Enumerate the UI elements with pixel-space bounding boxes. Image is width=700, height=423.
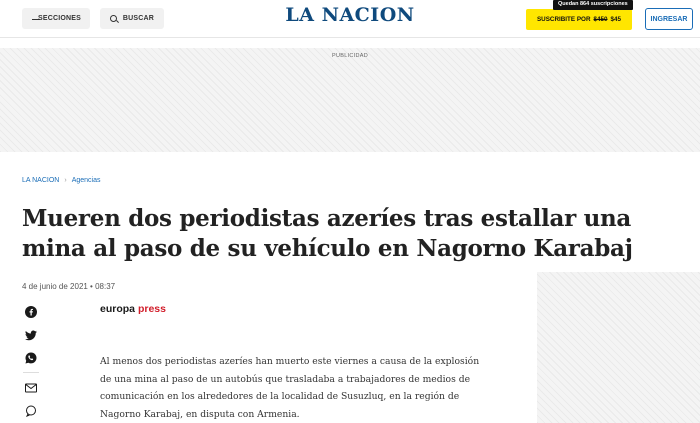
source-name-part1: europa (100, 303, 138, 315)
old-price: $450 (593, 16, 608, 23)
share-whatsapp-button[interactable] (22, 349, 40, 367)
facebook-icon (25, 306, 37, 318)
share-facebook-button[interactable] (22, 303, 40, 321)
secciones-label: SECCIONES (38, 15, 82, 22)
breadcrumb-separator: › (64, 177, 67, 184)
login-button[interactable]: INGRESAR (645, 8, 693, 30)
secciones-button[interactable] (22, 8, 90, 29)
ad-banner[interactable] (0, 48, 700, 152)
buscar-label: BUSCAR (122, 15, 154, 22)
site-logo[interactable]: LA NACION (285, 4, 415, 26)
site-header (0, 0, 700, 38)
article-date: 4 de junio de 2021 • 08:37 (22, 282, 116, 291)
buscar-button[interactable] (100, 8, 164, 29)
comment-icon (25, 405, 37, 417)
share-bar (22, 303, 40, 423)
sidebar-ad[interactable] (537, 272, 700, 423)
ad-label: PUBLICIDAD (331, 53, 368, 59)
email-icon (25, 383, 37, 393)
share-divider (23, 372, 39, 373)
breadcrumb-home[interactable]: LA NACION (22, 177, 60, 184)
subscribe-label: SUSCRIBITE POR (536, 16, 591, 23)
remaining-subscriptions-badge: Quedan 864 suscripciones (553, 0, 633, 10)
source-name-part2: press (137, 303, 166, 315)
share-email-button[interactable] (22, 379, 40, 397)
article-headline: Mueren dos periodistas azeríes tras estallar una mina al paso de su vehículo en Nagorno Karabaj (22, 205, 633, 262)
article-source (100, 303, 166, 315)
breadcrumb-section[interactable]: Agencias (71, 177, 101, 184)
whatsapp-icon (25, 352, 37, 364)
share-comment-button[interactable] (22, 402, 40, 420)
twitter-icon (25, 330, 37, 341)
new-price: $45 (610, 16, 622, 23)
share-twitter-button[interactable] (22, 326, 40, 344)
breadcrumb (22, 177, 101, 184)
article-body: Al menos dos periodistas azeríes han muerto este viernes a causa de la explosión de una mina al paso de un autobús que trasladaba a trabajadores de medios de comunicación en los alrededores de la localidad de Susuzluq, en la región de Nagorno Karabaj, en disputa con Armenia. (100, 356, 480, 420)
subscribe-button[interactable] (526, 9, 632, 30)
search-icon (110, 15, 117, 22)
